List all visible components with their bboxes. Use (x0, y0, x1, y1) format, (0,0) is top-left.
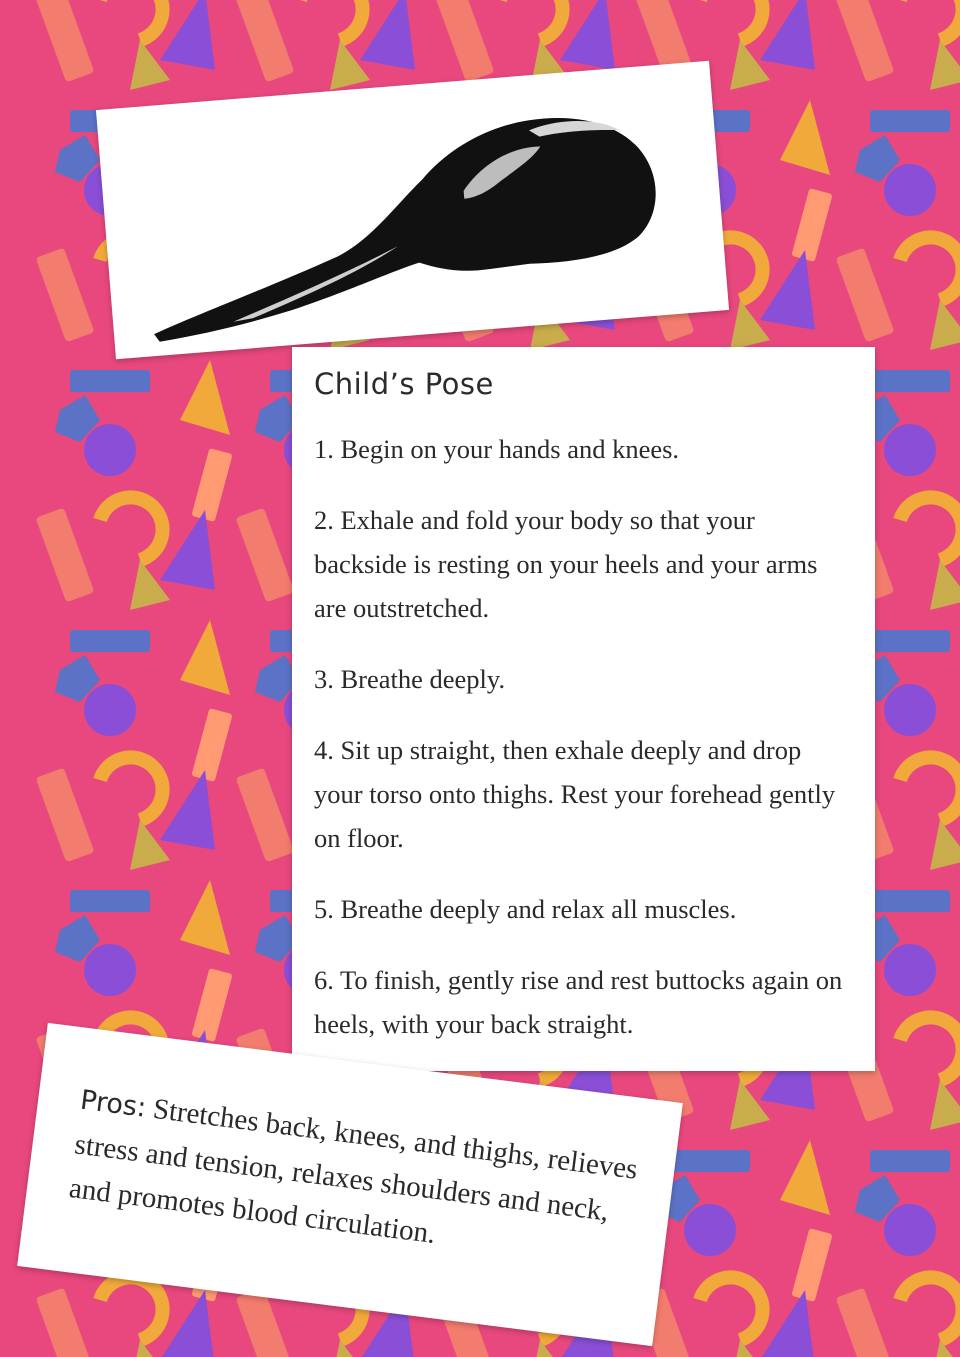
steps-list (314, 427, 853, 1046)
pose-title: Child’s Pose (314, 367, 494, 401)
pros-label: Pros: (78, 1084, 148, 1124)
pose-photo-card (96, 61, 729, 360)
instructions-card (292, 347, 875, 1071)
step-3: 3. Breathe deeply. (314, 664, 506, 694)
step-5: 5. Breathe deeply and relax all muscles. (314, 894, 737, 924)
childs-pose-silhouette-image (96, 61, 729, 360)
pros-paragraph (67, 1078, 647, 1281)
step-2: 2. Exhale and fold your body so that your backside is resting on your heels and your arms are outstretched. (314, 505, 818, 623)
pros-description: Stretches back, knees, and thighs, relieves stress and tension, relaxes shoulders and neck, and promotes blood circulation. (67, 1092, 640, 1250)
step-4: 4. Sit up straight, then exhale deeply and drop your torso onto thighs. Rest your forehead gently on floor. (314, 735, 836, 853)
step-6: 6. To finish, gently rise and rest buttocks again on heels, with your back straight. (314, 965, 843, 1039)
step-1: 1. Begin on your hands and knees.  (314, 434, 700, 464)
